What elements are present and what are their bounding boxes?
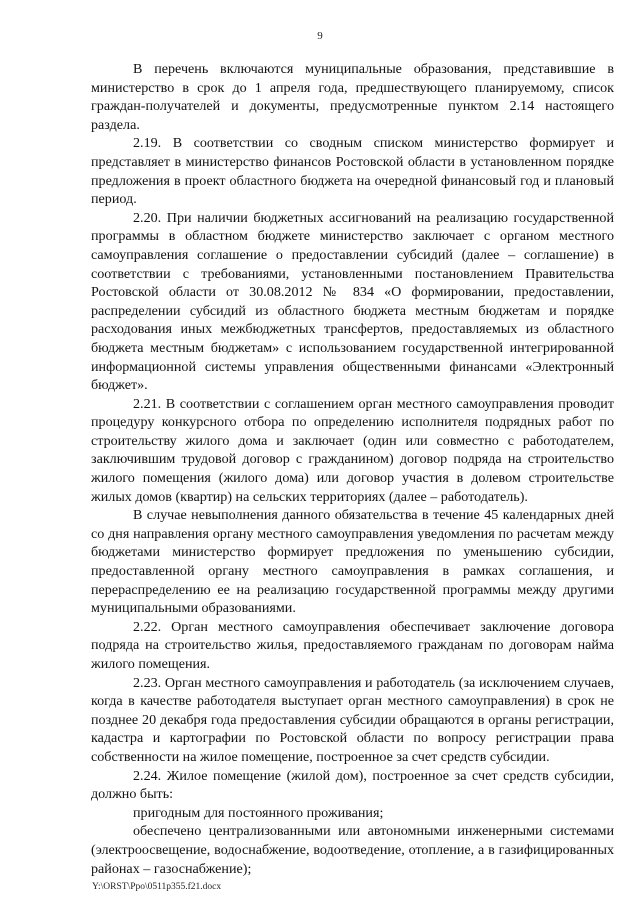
page-number: 9 (317, 30, 323, 42)
paragraph-2-21: 2.21. В соответствии с соглашением орган местного самоуправления проводит процедуру конкурсного отбора по определению исполнителя подрядных работ по строительству жилого дома и заключает (один или совместно с работодателем, заключившим трудовой договор с гражданином) договор подряда на строительство жилого помещения (жилого дома) или договор участия в долевом строительстве жилых домов (квартир) на сельских территориях (далее – работодатель). (91, 395, 614, 505)
list-item: обеспечено централизованными или автономными инженерными системами (электроосвещение, водоснабжение, водоотведение, отопление, а в газифицированных районах – газоснабжение); (91, 823, 614, 877)
paragraph-2-24: 2.24. Жилое помещение (жилой дом), построенное за счет средств субсидии, должно быть: (91, 767, 614, 803)
paragraph-2-22: 2.22. Орган местного самоуправления обеспечивает заключение договора подряда на строительство жилья, предоставляемого гражданам по договорам найма жилого помещения. (91, 618, 614, 672)
paragraph-2-23: 2.23. Орган местного самоуправления и работодатель (за исключением случаев, когда в качестве работодателя выступает орган местного самоуправления) в срок не позднее 20 декабря года предоставления субсидии обращаются в органы регистрации, кадастра и картографии по Ростовской области по вопросу регистрации права собственности на жилое помещение, построенное за счет средств субсидии. (91, 674, 614, 765)
paragraph-2-20: 2.20. При наличии бюджетных ассигнований на реализацию государственной программы в областном бюджете министерство заключает с органом местного самоуправления соглашение о предоставлении субсидий (далее – соглашение) в соответствии с требованиями, установленными постановлением Правительства Ростовской области от 30.08.2012 № 834 «О формировании, предоставлении, распределении субсидий из областного бюджета местным бюджетам и порядке расходования иных межбюджетных трансфертов, предоставляемых из областного бюджета местным бюджетам» с использованием государственной интегрированной информационной системы управления общественными финансами «Электронный бюджет». (91, 209, 614, 394)
paragraph-2-19: 2.19. В соответствии со сводным списком министерство формирует и представляет в министерство финансов Ростовской области в установленном порядке предложения в проект областного бюджета на очередной финансовый год и плановый период. (91, 135, 614, 208)
paragraph: В перечень включаются муниципальные образования, представившие в министерство в срок до 1 апреля года, предшествующего планируемому, список граждан-получателей и документы, предусмотренные пунктом 2.14 настоящего раздела. (91, 61, 614, 133)
document-body (91, 60, 614, 878)
paragraph: В случае невыполнения данного обязательства в течение 45 календарных дней со дня направления органу местного самоуправления уведомления по расчетам между бюджетами министерство формирует предложения по уменьшению субсидии, предоставленной органу местного самоуправления в рамках соглашения, и перераспределению ее на реализацию государственной программы между другими муниципальными образованиями. (91, 507, 614, 617)
footer-file-path: Y:\ORST\Ppo\0511p355.f21.docx (92, 882, 222, 892)
list-item: пригодным для постоянного проживания; (133, 804, 384, 821)
